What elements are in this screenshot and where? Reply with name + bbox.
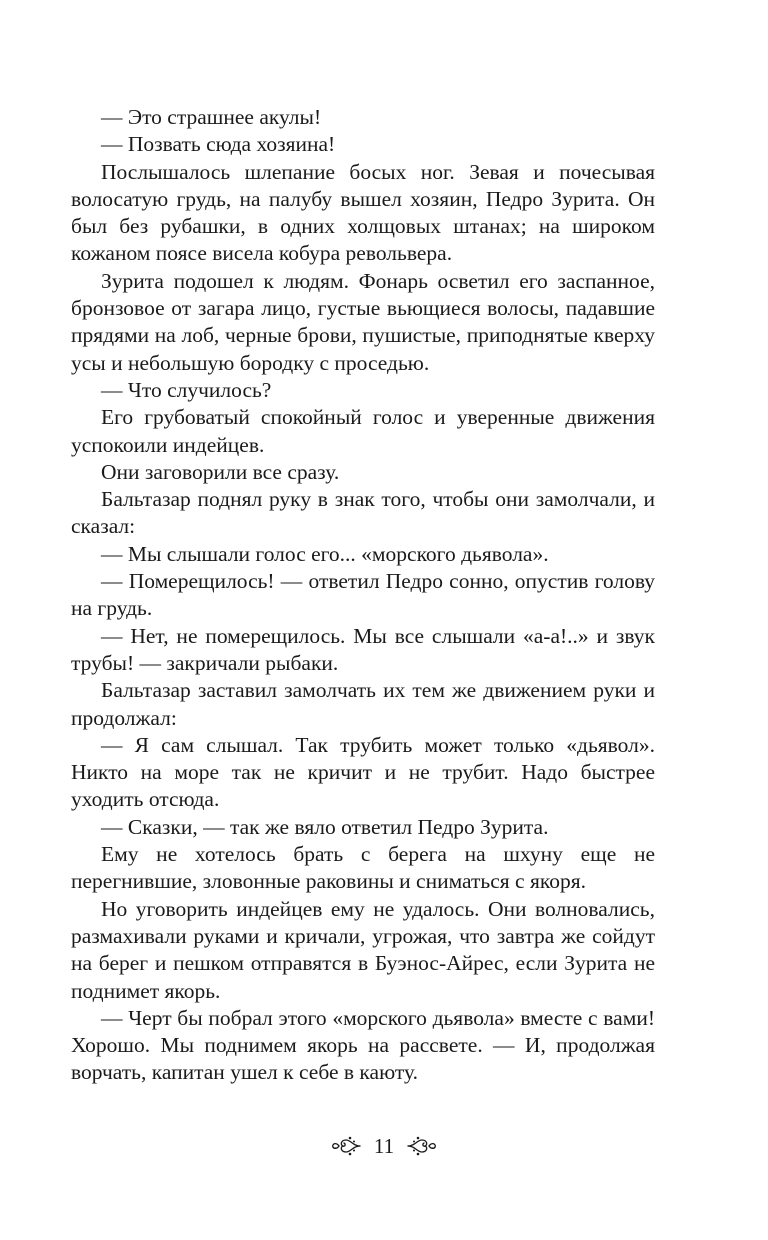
paragraph: — Что случилось? bbox=[101, 377, 272, 402]
paragraph: Но уговорить индейцев ему не удалось. Они волновались, размахивали руками и кричали, угрожая, что завтра же сойдут на берег и пешком отправятся в Буэнос-Айрес, если Зурита не поднимет якорь. bbox=[71, 896, 655, 1003]
paragraph: — Это страшнее акулы! bbox=[101, 105, 322, 129]
paragraph: — Сказки, — так же вяло ответил Педро Зурита. bbox=[101, 814, 549, 839]
paragraph: Зурита подошел к людям. Фонарь осветил его заспанное, бронзовое от загара лицо, густые вьющиеся волосы, падавшие прядями на лоб, черные брови, пушистые, приподнятые кверху усы и небольшую бородку с проседью. bbox=[71, 268, 655, 375]
paragraph: — Я сам слышал. Так трубить может только «дьявол». Никто на море так не кричит и не трубит. Надо быстрее уходить отсюда. bbox=[71, 732, 655, 812]
right-flourish-icon bbox=[407, 1135, 437, 1157]
paragraph: — Мы слышали голос его... «морского дьявола». bbox=[101, 541, 549, 566]
paragraph: Бальтазар поднял руку в знак того, чтобы они замолчали, и сказал: bbox=[71, 487, 655, 539]
paragraph: Его грубоватый спокойный голос и уверенные движения успокоили индейцев. bbox=[71, 405, 655, 457]
paragraph: Они заговорили все сразу. bbox=[101, 459, 340, 484]
paragraph: Бальтазар заставил замолчать их тем же движением руки и продолжал: bbox=[71, 678, 655, 730]
page-footer bbox=[0, 1130, 768, 1160]
page-number: 11 bbox=[373, 1134, 395, 1159]
page-body-text bbox=[71, 104, 655, 1087]
paragraph: — Померещилось! — ответил Педро сонно, опустив голову на грудь. bbox=[71, 569, 655, 621]
paragraph: Послышалось шлепание босых ног. Зевая и почесывая волосатую грудь, на палубу вышел хозяин, Педро Зурита. Он был без рубашки, в одних холщовых штанах; на широком кожаном поясе висела кобура револьвера. bbox=[71, 159, 655, 266]
paragraph: Ему не хотелось брать с берега на шхуну еще не перегнившие, зловонные раковины и сниматься с якоря. bbox=[71, 842, 655, 894]
paragraph: — Нет, не померещилось. Мы все слышали «а-а!..» и звук трубы! — закричали рыбаки. bbox=[71, 623, 655, 675]
paragraph: — Черт бы побрал этого «морского дьявола» вместе с вами! Хорошо. Мы поднимем якорь на рассвете. — И, продолжая ворчать, капитан ушел к себе в каюту. bbox=[71, 1005, 655, 1085]
paragraph: — Позвать сюда хозяина! bbox=[101, 132, 336, 157]
left-flourish-icon bbox=[331, 1135, 361, 1157]
